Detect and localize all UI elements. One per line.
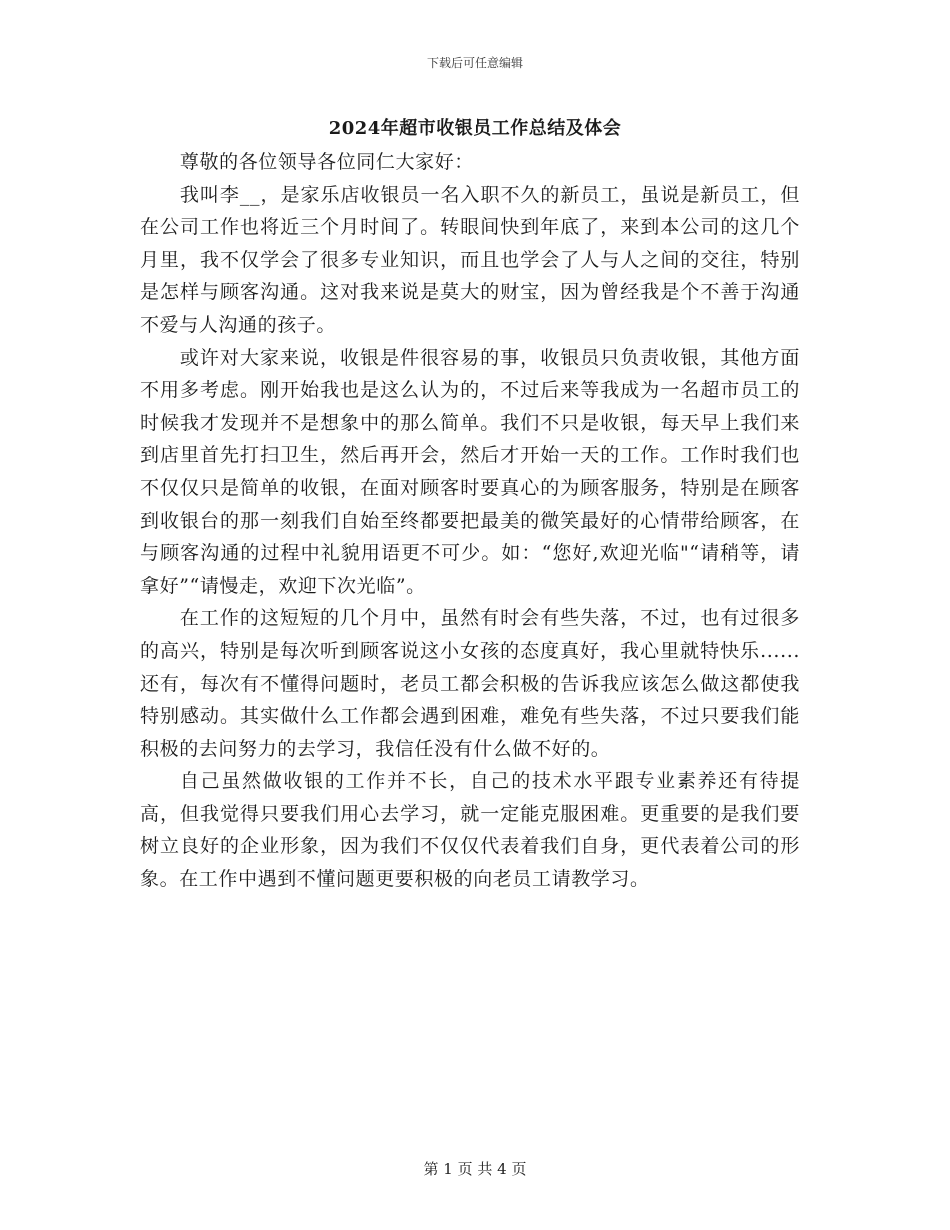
paragraph: 我叫李__，是家乐店收银员一名入职不久的新员工，虽说是新员工，但在公司工作也将近三个月时间了。转眼间快到年底了，来到本公司的这几个月里，我不仅学会了很多专业知识，而且也学会了人与人之间的交往，特别是怎样与顾客沟通。这对我来说是莫大的财宝，因为曾经我是个不善于沟通不爱与人沟通的孩子。: [140, 183, 800, 336]
header-note: 下载后可任意编辑: [426, 56, 523, 70]
document-title: 2024年超市收银员工作总结及体会: [328, 118, 622, 139]
paragraph-greeting: 尊敬的各位领导各位同仁大家好：: [179, 151, 474, 173]
paragraph: 或许对大家来说，收银是件很容易的事，收银员只负责收银，其他方面不用多考虑。刚开始我也是这么认为的，不过后来等我成为一名超市员工的时候我才发现并不是想象中的那么简单。我们不只是收银，每天早上我们来到店里首先打扫卫生，然后再开会，然后才开始一天的工作。工作时我们也不仅仅只是简单的收银，在面对顾客时要真心的为顾客服务，特别是在顾客到收银台的那一刻我们自始至终都要把最美的微笑最好的心情带给顾客，在与顾客沟通的过程中礼貌用语更不可少。如：“您好,欢迎光临"“请稍等，请拿好”“请慢走，欢迎下次光临”。: [140, 346, 800, 597]
page-number-footer: 第 1 页 共 4 页: [423, 1160, 527, 1178]
paragraph: 在工作的这短短的几个月中，虽然有时会有些失落，不过，也有过很多的高兴，特别是每次听到顾客说这小女孩的态度真好，我心里就特快乐......还有，每次有不懂得问题时，老员工都会积极的告诉我应该怎么做这都使我特别感动。其实做什么工作都会遇到困难，难免有些失落，不过只要我们能积极的去问努力的去学习，我信任没有什么做不好的。: [140, 607, 800, 760]
paragraph: 自己虽然做收银的工作并不长，自己的技术水平跟专业素养还有待提高，但我觉得只要我们用心去学习，就一定能克服困难。更重要的是我们要树立良好的企业形象，因为我们不仅仅代表着我们自身，更代表着公司的形象。在工作中遇到不懂问题更要积极的向老员工请教学习。: [140, 770, 800, 891]
document-body: [140, 146, 800, 896]
